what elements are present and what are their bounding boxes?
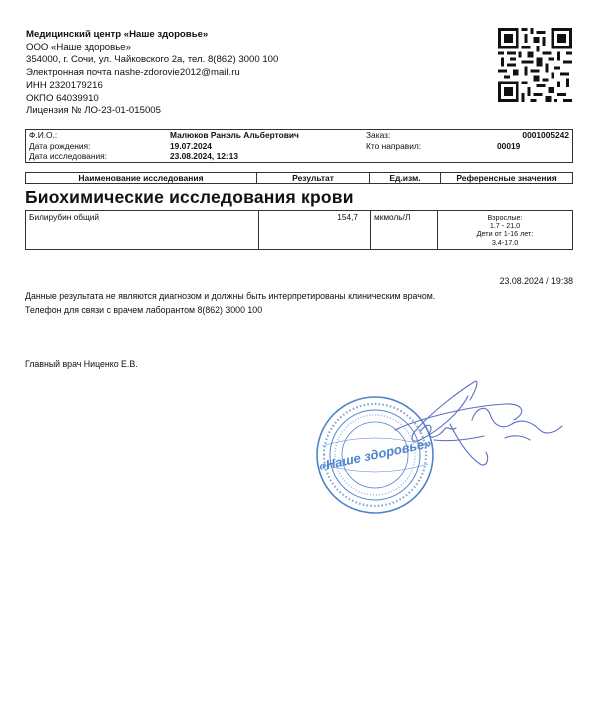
study-date-label: Дата исследования: [26, 151, 168, 162]
fio-value: Малюков Ранэль Альбертович [167, 130, 363, 141]
col-header-reference: Референсные значения [441, 173, 573, 184]
results-table [25, 210, 573, 250]
chief-doctor-signature-line: Главный врач Ниценко Е.В. [25, 359, 138, 369]
qr-code-icon [498, 28, 572, 102]
clinic-header [26, 29, 278, 118]
contact-phone-text: Телефон для связи с врачем лаборантом 8(862) 3000 100 [25, 305, 263, 315]
study-date-value: 23.08.2024, 12:13 [167, 151, 363, 162]
dob-value: 19.07.2024 [170, 140, 212, 151]
test-unit: мкмоль/Л [371, 211, 438, 250]
fio-label: Ф.И.О.: [26, 130, 168, 141]
dob-label: Дата рождения: [26, 141, 168, 152]
order-label: Заказ: [363, 130, 494, 141]
reference-line: Дети от 1-16 лет: [476, 229, 534, 239]
referred-value: 00019 [494, 141, 573, 152]
disclaimer [25, 289, 435, 317]
test-reference [438, 211, 573, 250]
col-header-result: Результат [257, 173, 370, 184]
clinic-license: Лицензия № ЛО-23-01-015005 [26, 105, 161, 117]
clinic-name: Медицинский центр «Наше здоровье» [26, 29, 209, 40]
clinic-inn: ИНН 2320179216 [26, 79, 103, 91]
test-name: Билирубин общий [26, 211, 259, 250]
stamp-and-signature-icon [300, 360, 575, 540]
test-result: 154,7 [259, 211, 371, 250]
col-header-name: Наименование исследования [26, 173, 257, 184]
section-title: Биохимические исследования крови [25, 187, 354, 207]
stamp-center-text: «Наше здоровье» [317, 435, 433, 474]
order-value: 0001005242 [494, 130, 573, 141]
print-datetime: 23.08.2024 / 19:38 [499, 276, 573, 286]
round-stamp [317, 397, 433, 513]
reference-line: 3.4-17.0 [491, 237, 519, 247]
reference-line: 1.7 - 21.0 [489, 221, 521, 231]
clinic-legal-name: ООО «Наше здоровье» [26, 41, 131, 53]
clinic-okpo: ОКПО 64039910 [26, 92, 99, 104]
reference-line: Взрослые: [487, 213, 523, 222]
disclaimer-text: Данные результата не являются диагнозом и должны быть интерпретированы клиническим врачом. [25, 291, 436, 301]
clinic-address: 354000, г. Сочи, ул. Чайковского 2а, тел. 8(862) 3000 100 [26, 54, 279, 66]
results-header-table [25, 172, 573, 184]
clinic-email: Электронная почта nashe-zdorovie2012@mail.ru [26, 67, 240, 79]
patient-info-table [25, 129, 573, 163]
col-header-unit: Ед.изм. [370, 173, 441, 184]
referred-label: Кто направил: [366, 140, 422, 151]
table-row [26, 211, 573, 250]
